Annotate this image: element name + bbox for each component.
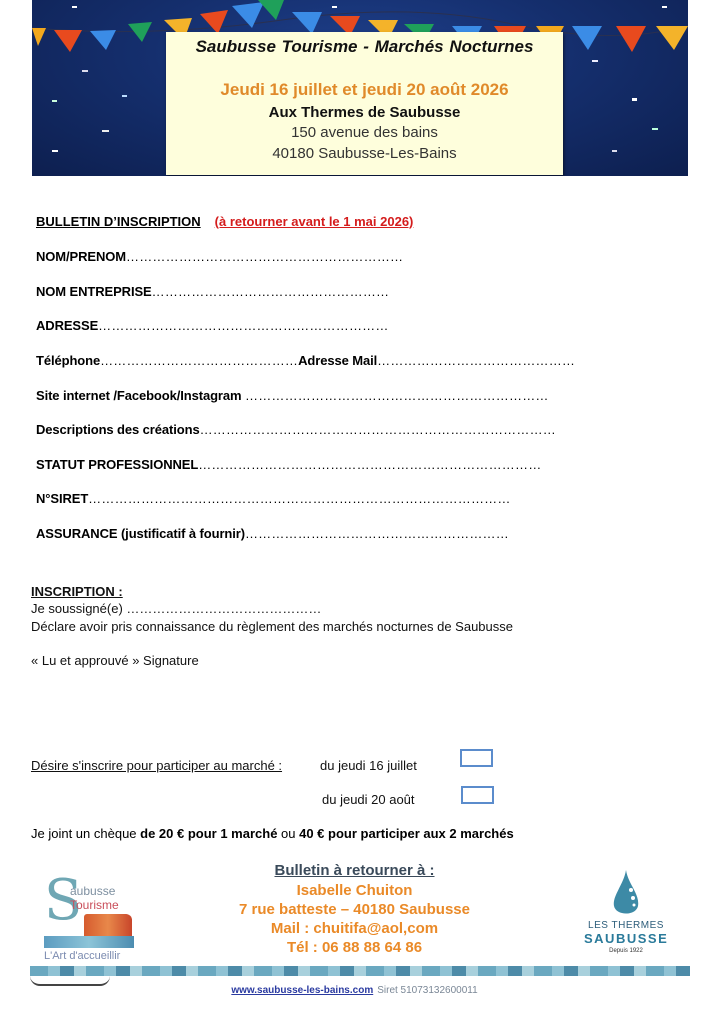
field-telephone-mail[interactable] <box>36 353 575 368</box>
field-label: STATUT PROFESSIONNEL <box>36 457 199 472</box>
field-blank[interactable]: …………………………………………………………………………………… <box>88 491 511 506</box>
field-statut[interactable] <box>36 457 541 472</box>
event-venue: Aux Thermes de Saubusse <box>268 104 461 121</box>
houses-icon <box>84 914 132 938</box>
field-nom-prenom[interactable] <box>36 249 403 264</box>
field-label: NOM ENTREPRISE <box>36 284 152 299</box>
field-label: ADRESSE <box>36 318 99 333</box>
field-blank[interactable]: …………………………………………………………… <box>245 388 549 403</box>
payment-double: 40 € pour participer aux 2 marchés <box>299 826 514 841</box>
decorative-stripe <box>30 966 690 976</box>
return-heading-text: Bulletin à retourner à : <box>274 862 435 879</box>
field-assurance[interactable] <box>36 526 509 541</box>
event-title: Saubusse Tourisme - Marchés Nocturnes <box>195 37 534 56</box>
field-blank[interactable]: ……………………………………………………………………… <box>199 422 556 437</box>
inscription-soussigne[interactable]: Je soussigné(e) ……………………………………… <box>31 601 322 616</box>
form-heading: BULLETIN D’INSCRIPTION <box>36 214 201 229</box>
logo-word-tourisme: Tourisme <box>70 898 119 912</box>
field-blank[interactable]: …………………………………………………………………… <box>198 457 542 472</box>
logo-s-letter: S <box>44 868 83 933</box>
logo-word-aubusse: aubusse <box>70 884 116 898</box>
return-mail[interactable]: Mail : chuitifa@aol,com <box>270 920 439 937</box>
thermes-saubusse-logo <box>584 870 668 962</box>
payment-prefix: Je joint un chèque <box>31 826 141 841</box>
footer-line <box>0 985 709 996</box>
water-icon <box>44 936 134 948</box>
event-street: 150 avenue des bains <box>291 124 438 141</box>
signature-label: « Lu et approuvé » Signature <box>31 653 199 668</box>
event-dates: Jeudi 16 juillet et jeudi 20 août 2026 <box>220 80 509 99</box>
return-name: Isabelle Chuiton <box>296 882 413 899</box>
logo-depuis: Depuis 1922 <box>609 948 643 954</box>
option-20-aout-label: du jeudi 20 août <box>322 792 415 807</box>
form-deadline: (à retourner avant le 1 mai 2026) <box>214 214 414 229</box>
field-label-mail: Adresse Mail <box>298 353 378 368</box>
logo-les-thermes: LES THERMES <box>588 920 664 931</box>
field-label: Descriptions des créations <box>36 422 200 437</box>
field-label-telephone: Téléphone <box>36 353 101 368</box>
field-blank[interactable]: ………………………………………………………… <box>98 318 389 333</box>
water-drop-icon <box>612 870 640 918</box>
return-address: 7 rue batteste – 40180 Saubusse <box>239 901 470 918</box>
saubusse-tourisme-logo <box>40 868 140 964</box>
inscription-declaration: Déclare avoir pris connaissance du règlement des marchés nocturnes de Saubusse <box>31 619 513 634</box>
field-nom-entreprise[interactable] <box>36 284 389 299</box>
field-blank-telephone[interactable]: ……………………………………… <box>100 353 299 368</box>
form-title <box>36 214 413 229</box>
field-label: Site internet /Facebook/Instagram <box>36 388 245 403</box>
event-city: 40180 Saubusse-Les-Bains <box>272 145 457 162</box>
field-site-internet[interactable] <box>36 388 549 403</box>
payment-single: de 20 € pour 1 marché <box>140 826 278 841</box>
checkbox-16-juillet[interactable] <box>460 749 493 767</box>
field-blank-mail[interactable]: ……………………………………… <box>377 353 576 368</box>
checkbox-20-aout[interactable] <box>461 786 494 804</box>
field-label: ASSURANCE (justificatif à fournir) <box>36 526 245 541</box>
siret-text: Siret 51073132600011 <box>377 985 478 996</box>
field-blank[interactable]: ……………………………………………………… <box>126 249 404 264</box>
header-banner <box>32 0 688 176</box>
inscription-heading: INSCRIPTION : <box>31 584 123 599</box>
field-blank[interactable]: …………………………………………………… <box>244 526 509 541</box>
website-link[interactable]: www.saubusse-les-bains.com <box>231 985 374 996</box>
field-adresse[interactable] <box>36 318 389 333</box>
field-descriptions[interactable] <box>36 422 556 437</box>
payment-info <box>31 826 514 841</box>
event-info-card <box>166 32 563 175</box>
logo-saubusse: SAUBUSSE <box>584 931 669 946</box>
payment-middle: ou <box>277 826 300 841</box>
return-phone: Tél : 06 88 88 64 86 <box>286 939 423 956</box>
field-blank[interactable]: ……………………………………………… <box>151 284 390 299</box>
field-siret[interactable] <box>36 491 511 506</box>
field-label: NOM/PRENOM <box>36 249 127 264</box>
participation-label: Désire s'inscrire pour participer au marché : <box>31 758 283 773</box>
logo-tagline: L'Art d'accueillir <box>44 950 121 962</box>
option-16-juillet-label: du jeudi 16 juillet <box>320 758 417 773</box>
field-label: N°SIRET <box>36 491 89 506</box>
